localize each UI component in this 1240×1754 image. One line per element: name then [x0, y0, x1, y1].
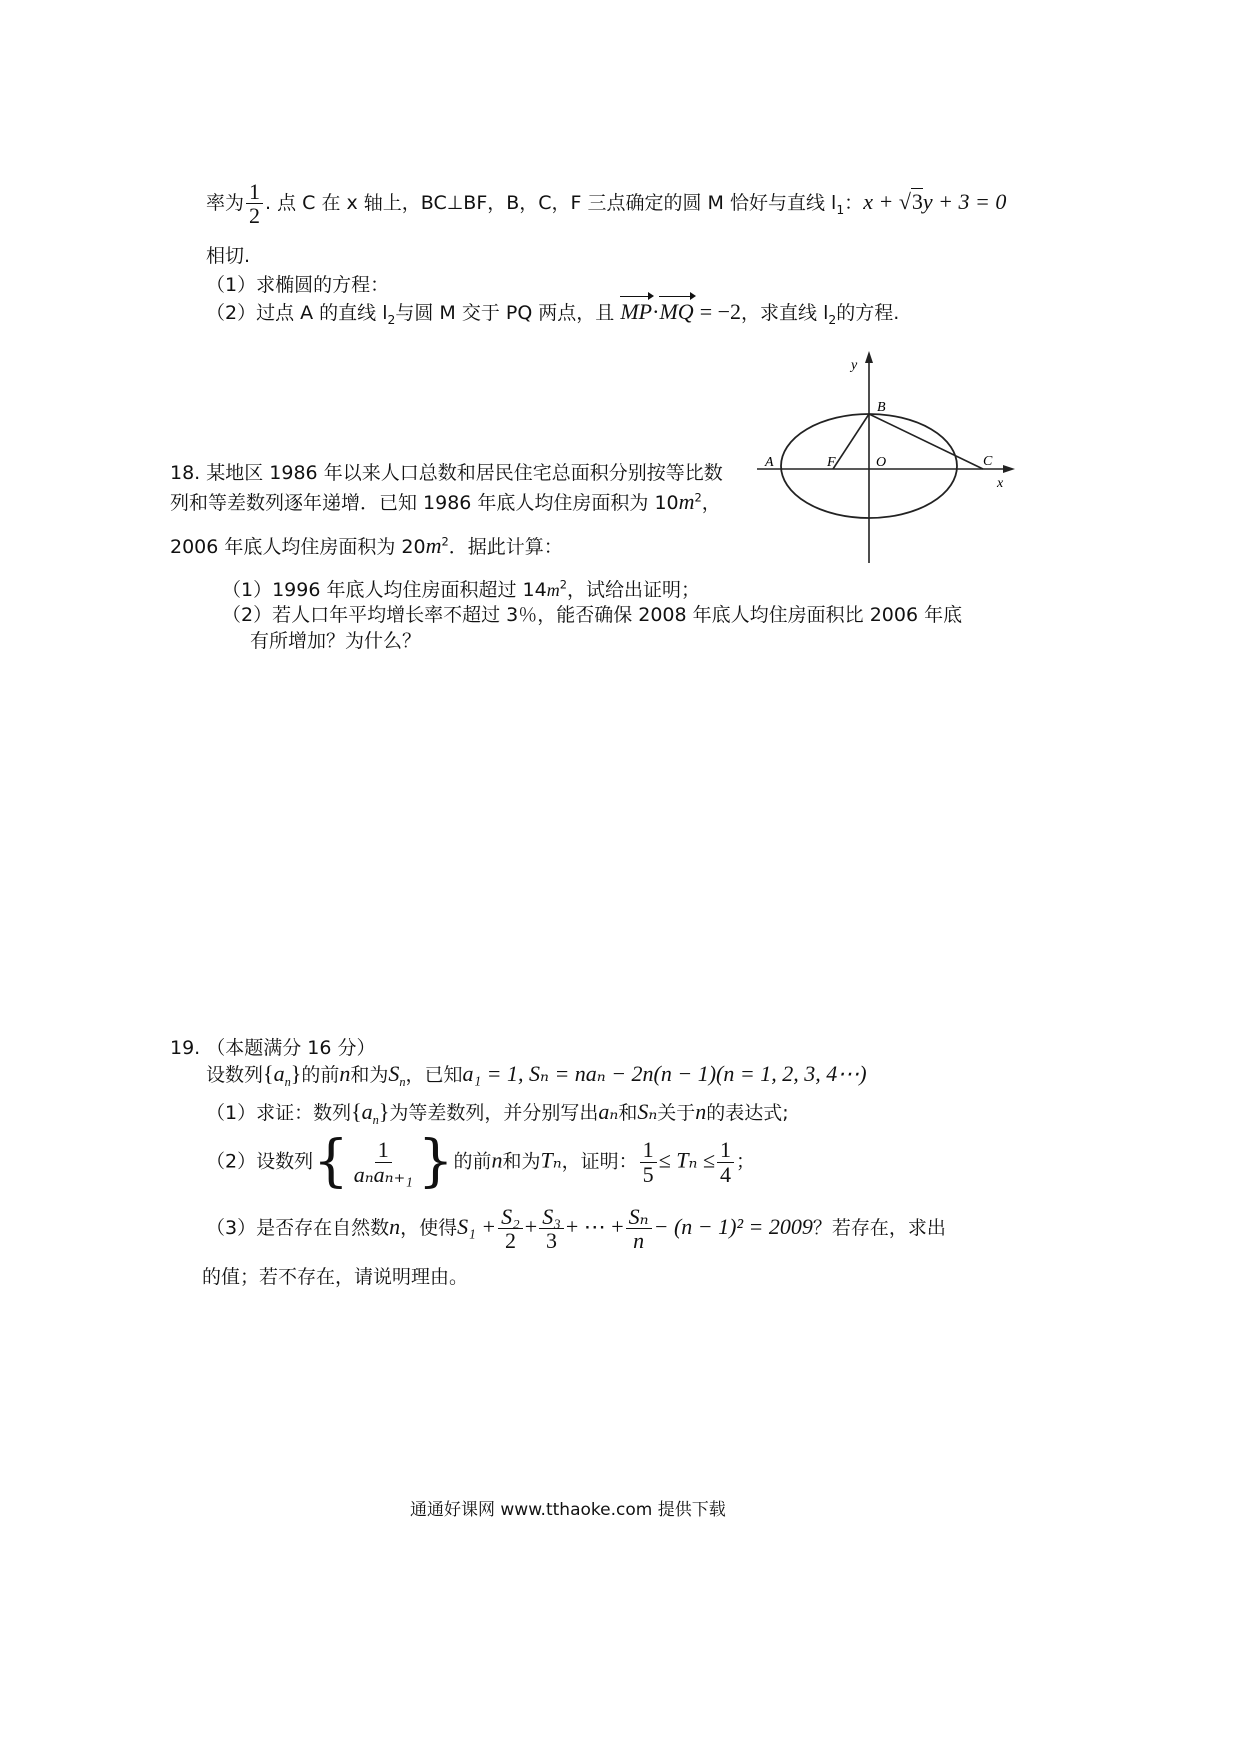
sqrt-three: 3: [911, 189, 923, 215]
label-f: F: [827, 455, 836, 470]
label-b: B: [877, 400, 886, 415]
label-x: x: [997, 476, 1004, 491]
vector-mq: MQ: [659, 299, 694, 324]
p19-recurrence: a₁ = 1, Sₙ = naₙ − 2n(n − 1)(n = 1, 2, 3, 4⋯): [462, 1061, 867, 1086]
fraction-half: $\frac{1}{2}$: [246, 180, 263, 227]
p18-question-2-line1: （2）若人口年平均增长率不超过 3％，能否确保 2008 年底人均住房面积比 2006 年底: [222, 604, 963, 626]
x-axis-arrow: [1003, 465, 1015, 473]
p18-line2: 列和等差数列逐年递增．已知 1986 年底人均住房面积为 $10m^2$，: [170, 489, 721, 514]
segment-fb: [833, 414, 869, 469]
p19-question-1: （1）求证：数列$\{a_n\}$为等差数列，并分别写出aₙ和Sₙ关于n的表达式;: [206, 1099, 789, 1127]
label-a: A: [765, 455, 774, 470]
p17-line2: 相切.: [206, 245, 251, 267]
vector-mp: MP: [620, 299, 653, 324]
p19-question-3: （3）是否存在自然数n，使得S₁ + $\frac{\text{S₂}}{2}$ + $\frac{\text{S₃}}{3}$ + ⋯ + $\frac{\text{Sₙ}}{n}$ − (n − 1)² = 2009？若存在，求出: [206, 1204, 946, 1254]
label-y: y: [851, 358, 858, 373]
label-c: C: [983, 454, 993, 469]
p17-line1-lead: 率为: [206, 192, 245, 215]
p18-question-1: （1）1996 年底人均住房面积超过 $14m^2$，试给出证明；: [222, 577, 700, 601]
fraction-one-fifth: $\frac{1}{5}$: [640, 1138, 657, 1185]
y-axis-arrow: [865, 351, 873, 363]
p19-line1: 设数列$\{a_n\}$的前n和为$S_n$，已知a₁ = 1, Sₙ = naₙ − 2n(n − 1)(n = 1, 2, 3, 4⋯): [206, 1061, 867, 1089]
ellipse-figure: [745, 345, 1035, 570]
p18-line3: 2006 年底人均住房面积为 $20m^2$．据此计算：: [170, 533, 563, 558]
p17-question-2: （2）过点 A 的直线 $l_2$与圆 M 交于 PQ 两点，且 MP·MQ = −2，求直线 $l_2$的方程.: [206, 299, 900, 327]
p18-question-2-line2: 有所增加？为什么？: [250, 630, 422, 652]
p17-line1-text: . 点 C 在 x 轴上，BC⊥BF，B，C，F 三点确定的圆 M 恰好与直线 l: [265, 192, 837, 215]
p17-line1: 率为 $\frac{1}{2}$ . 点 C 在 x 轴上，BC⊥BF，B，C，F 三点确定的圆 M 恰好与直线 $l_1$：x + √3y + 3 = 0: [206, 179, 1007, 229]
p19-title: 19. （本题满分 16 分）: [170, 1037, 376, 1059]
p18-line1: 18. 某地区 1986 年以来人口总数和居民住宅总面积分别按等比数: [170, 462, 723, 484]
page-footer: 通通好课网 www.tthaoke.com 提供下载: [410, 1500, 726, 1520]
p19-question-2: （2）设数列{ $\frac{1}{\text{aₙaₙ₊₁}}$ }的前n和为Tₙ，证明： $\frac{1}{5}$ ≤ Tₙ ≤ $\frac{1}{4}$ ；: [206, 1129, 755, 1194]
p19-question-3-line2: 的值；若不存在，请说明理由。: [202, 1266, 469, 1288]
p17-question-1: （1）求椭圆的方程：: [206, 274, 390, 296]
label-o: O: [876, 455, 887, 470]
fraction-one-fourth: $\frac{1}{4}$: [717, 1138, 734, 1185]
fraction-one-over-product: $\frac{1}{\text{aₙaₙ₊₁}}$: [353, 1137, 413, 1187]
